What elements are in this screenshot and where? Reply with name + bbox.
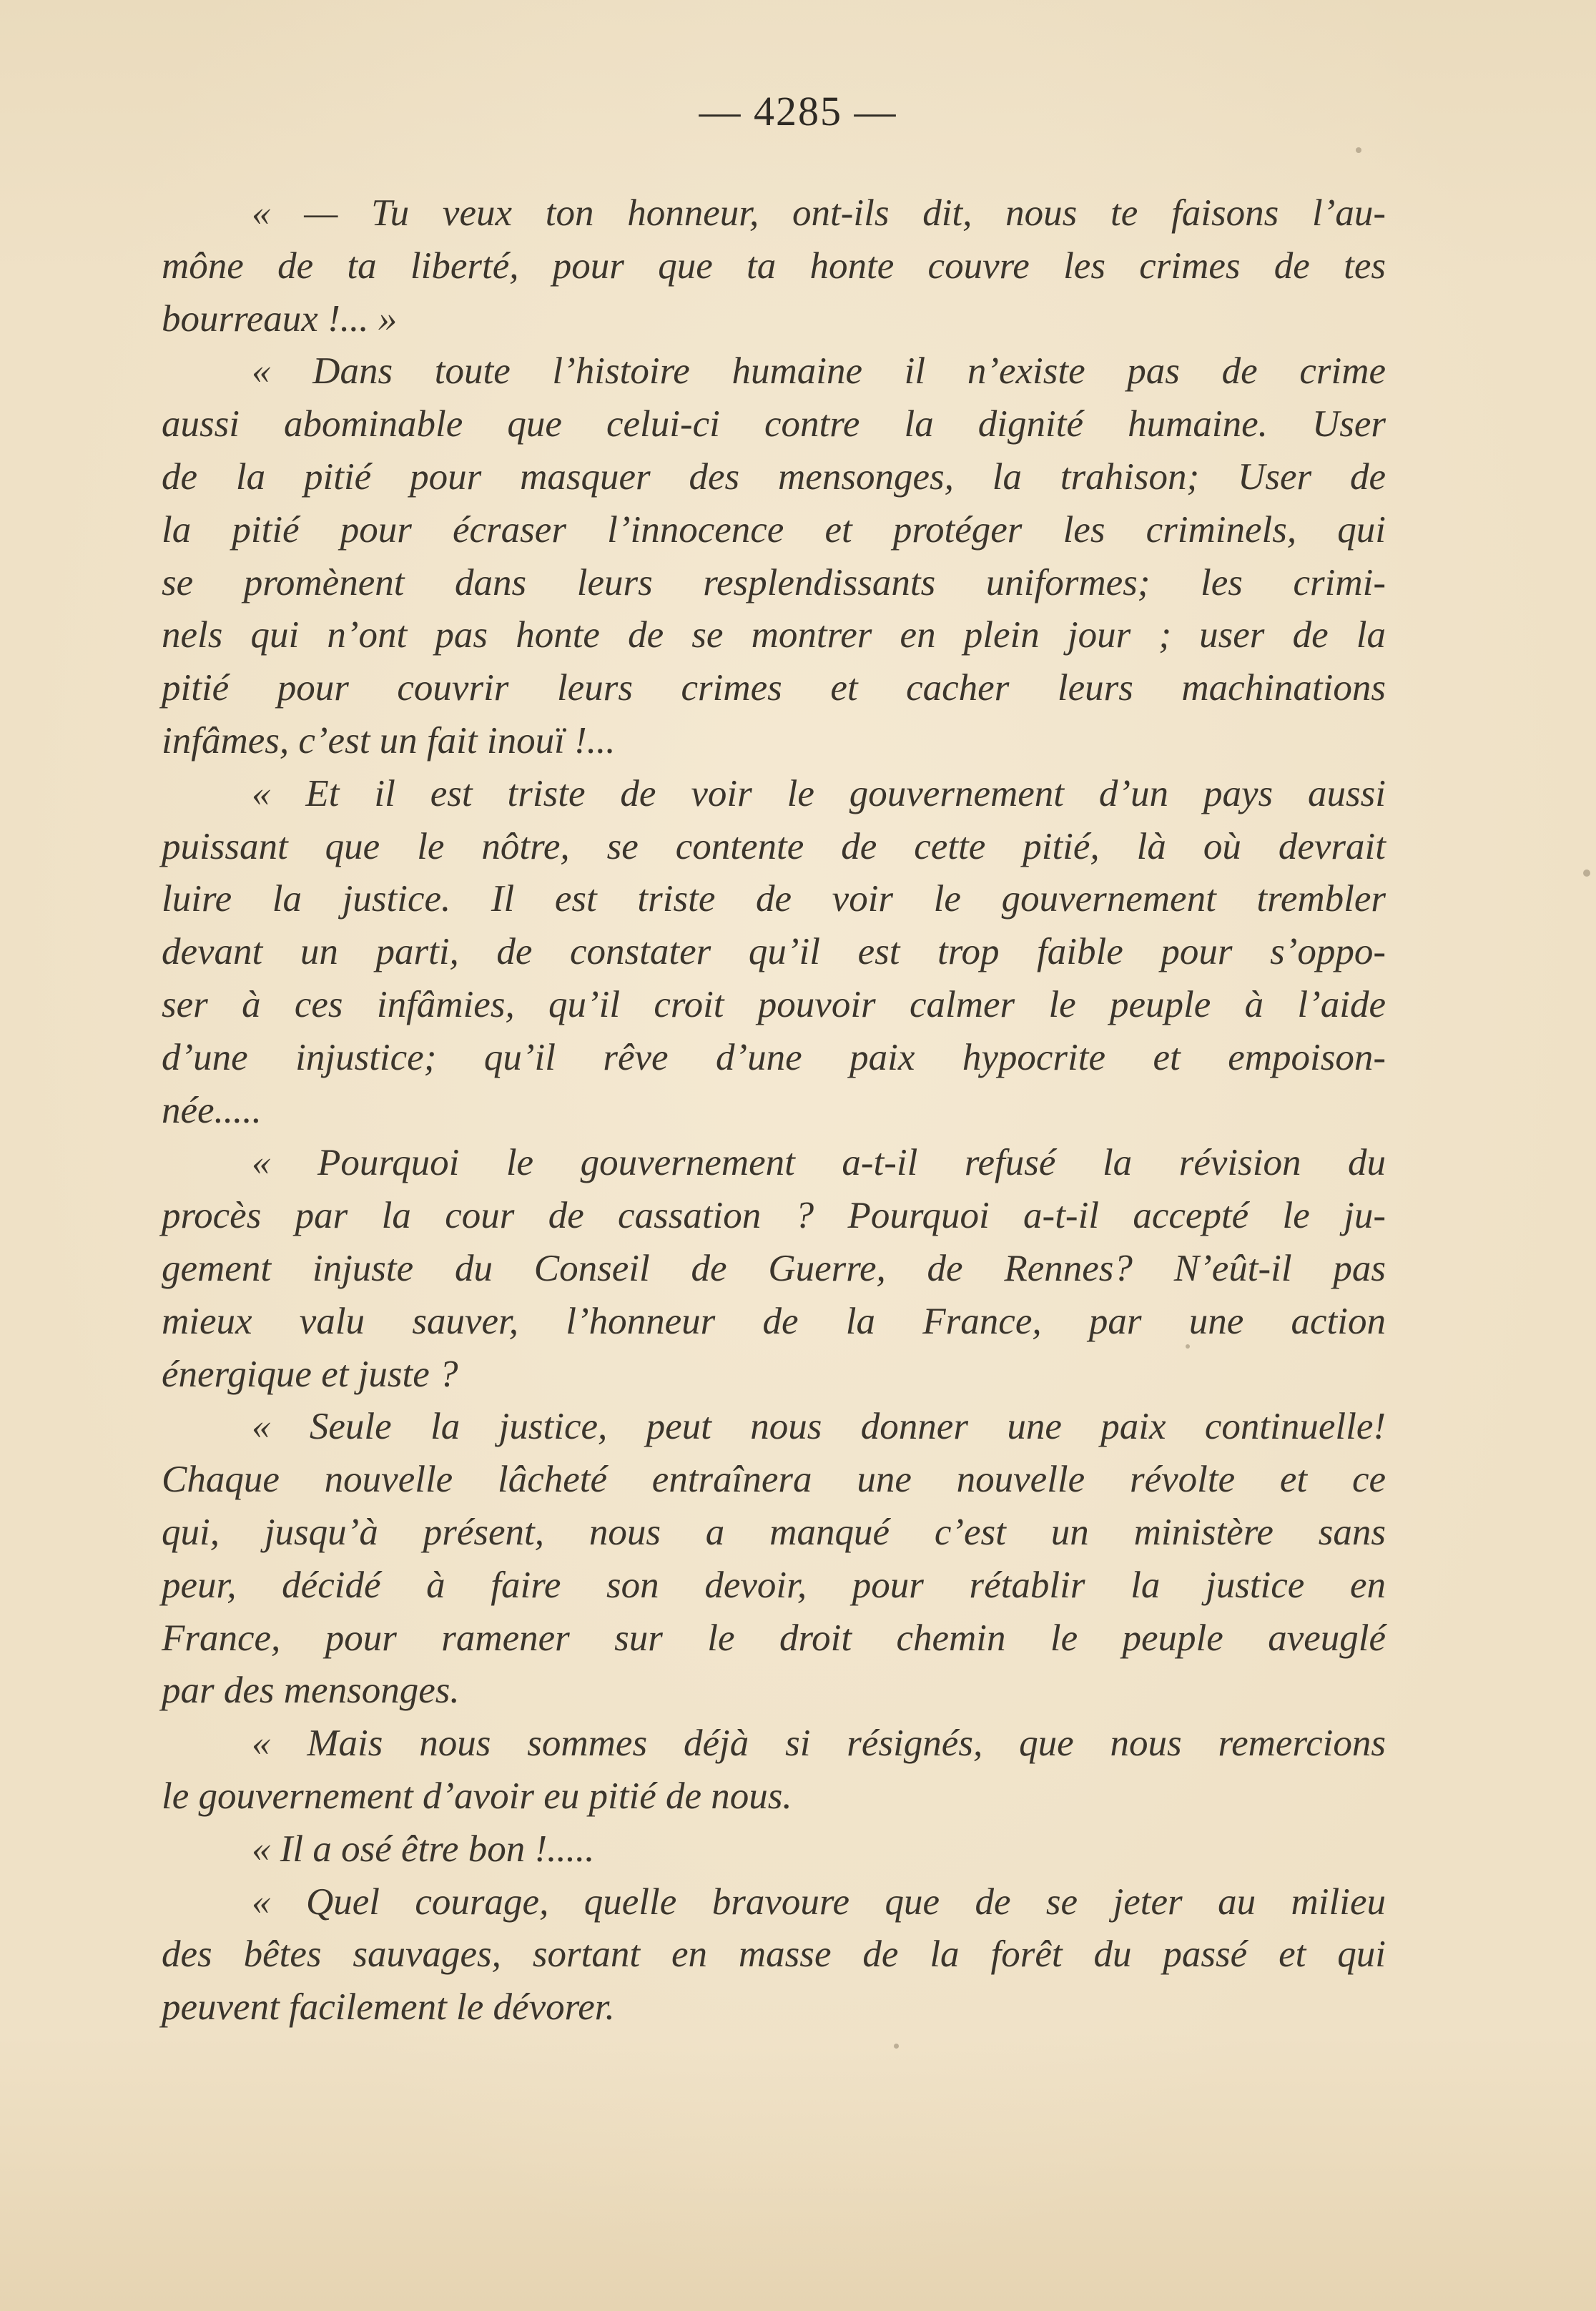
- body-text: [162, 187, 1386, 2034]
- paragraph: [162, 187, 1386, 345]
- text-line: née.....: [162, 1089, 262, 1131]
- text-line: aussi abominable que celui-ci contre la dignité humaine. User: [162, 403, 1386, 445]
- text-line: pitié pour couvrir leurs crimes et cacher leurs machinations: [162, 667, 1386, 709]
- text-line: devant un parti, de constater qu’il est trop faible pour s’oppo-: [162, 931, 1386, 973]
- text-line: infâmes, c’est un fait inouï !...: [162, 719, 616, 762]
- text-line: bourreaux !... »: [162, 297, 398, 340]
- text-line: par des mensonges.: [162, 1670, 460, 1712]
- paper-speck: [1186, 1344, 1190, 1349]
- text-line: puissant que le nôtre, se contente de cette pitié, là où devrait: [162, 825, 1386, 867]
- text-line: la pitié pour écraser l’innocence et protéger les criminels, qui: [162, 508, 1386, 551]
- text-line: d’une injustice; qu’il rêve d’une paix hypocrite et empoison-: [162, 1036, 1386, 1078]
- text-line: mieux valu sauver, l’honneur de la France, par une action: [162, 1300, 1386, 1342]
- text-line: Chaque nouvelle lâcheté entraînera une nouvelle révolte et ce: [162, 1459, 1386, 1501]
- text-line: qui, jusqu’à présent, nous a manqué c’est un ministère sans: [162, 1511, 1386, 1553]
- text-line: le gouvernement d’avoir eu pitié de nous.: [162, 1775, 792, 1817]
- text-line: de la pitié pour masquer des mensonges, la trahison; User de: [162, 455, 1386, 498]
- text-line: « Et il est triste de voir le gouvernement d’un pays aussi: [252, 772, 1386, 814]
- paper-speck: [1356, 147, 1361, 153]
- text-line: « — Tu veux ton honneur, ont-ils dit, nous te faisons l’au-: [252, 192, 1386, 234]
- paragraph: [162, 345, 1386, 767]
- text-line: ser à ces infâmies, qu’il croit pouvoir calmer le peuple à l’aide: [162, 983, 1386, 1025]
- page-number: — 4285 —: [699, 88, 897, 134]
- text-line: nels qui n’ont pas honte de se montrer en plein jour ; user de la: [162, 614, 1386, 656]
- text-line: « Mais nous sommes déjà si résignés, que nous remercions: [252, 1723, 1386, 1765]
- text-line: gement injuste du Conseil de Guerre, de Rennes? N’eût-il pas: [162, 1247, 1386, 1289]
- text-line: mône de ta liberté, pour que ta honte couvre les crimes de tes: [162, 245, 1386, 287]
- paragraph: [162, 1718, 1386, 1823]
- text-line: peur, décidé à faire son devoir, pour rétablir la justice en: [162, 1564, 1386, 1606]
- text-line: procès par la cour de cassation ? Pourquoi a-t-il accepté le ju-: [162, 1195, 1386, 1237]
- text-line: « Il a osé être bon !.....: [252, 1828, 595, 1870]
- text-line: luire la justice. Il est triste de voir le gouvernement trembler: [162, 878, 1386, 920]
- text-line: « Seule la justice, peut nous donner une paix continuelle!: [252, 1406, 1386, 1448]
- text-line: « Dans toute l’histoire humaine il n’existe pas de crime: [252, 350, 1386, 393]
- paragraph: [162, 1823, 1386, 1876]
- paragraph: [162, 1137, 1386, 1401]
- text-line: « Quel courage, quelle bravoure que de se jeter au milieu: [252, 1881, 1386, 1923]
- text-line: énergique et juste ?: [162, 1353, 458, 1395]
- text-line: France, pour ramener sur le droit chemin le peuple aveuglé: [162, 1617, 1386, 1659]
- paper-speck: [894, 2044, 899, 2049]
- text-line: peuvent facilement le dévorer.: [162, 1986, 615, 2029]
- text-line: se promènent dans leurs resplendissants uniformes; les crimi-: [162, 561, 1386, 603]
- paragraph: [162, 1876, 1386, 2034]
- text-line: des bêtes sauvages, sortant en masse de la forêt du passé et qui: [162, 1933, 1386, 1976]
- paper-speck: [1583, 869, 1590, 877]
- paragraph: [162, 768, 1386, 1138]
- text-line: « Pourquoi le gouvernement a-t-il refusé la révision du: [252, 1142, 1386, 1184]
- paragraph: [162, 1401, 1386, 1718]
